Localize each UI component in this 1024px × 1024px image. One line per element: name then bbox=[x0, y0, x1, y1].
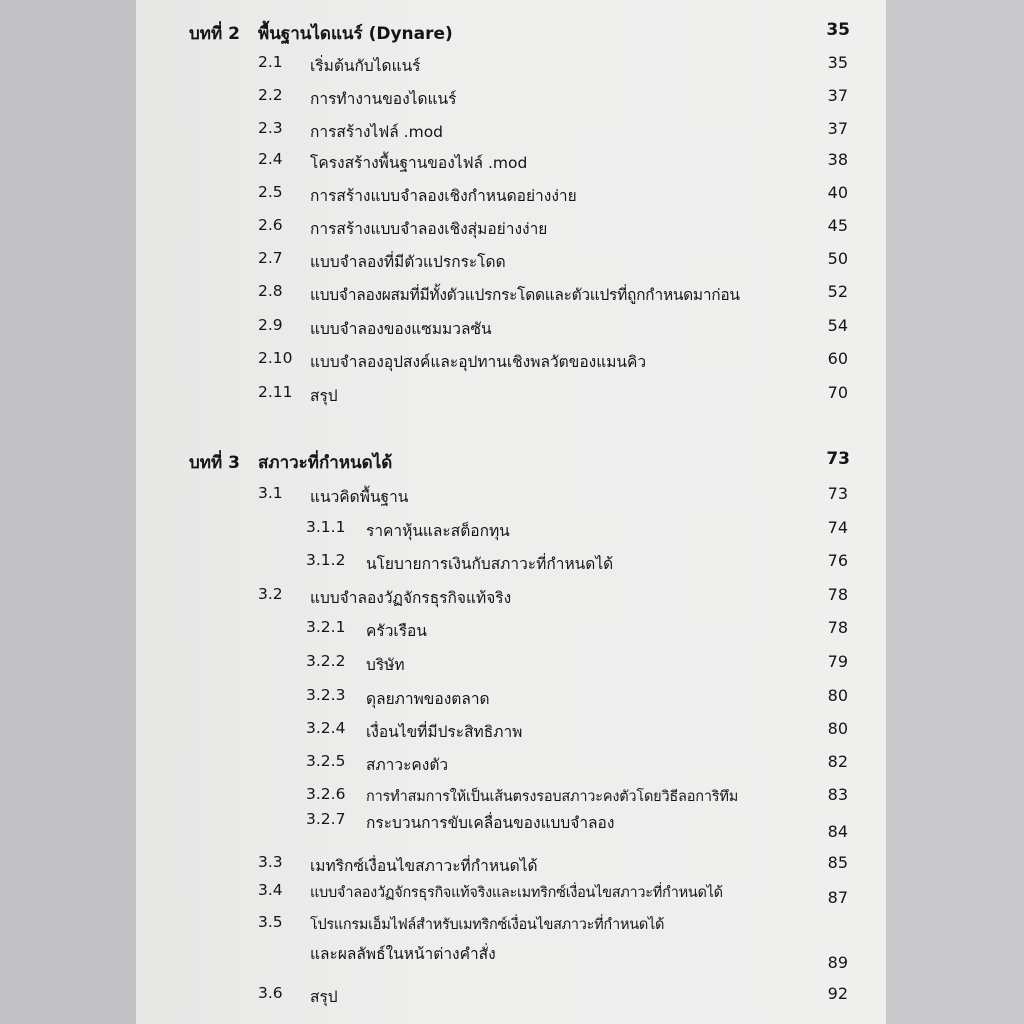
chapter-page-number: 73 bbox=[826, 449, 850, 469]
entry-title: เงื่อนไขที่มีประสิทธิภาพ bbox=[366, 723, 523, 741]
left-margin bbox=[0, 0, 136, 1024]
entry-title: สรุป bbox=[310, 988, 338, 1006]
entry-page: 89 bbox=[827, 953, 848, 972]
chapter-title: พื้นฐานไดแนร์ (Dynare) bbox=[258, 24, 453, 44]
entry-title: สภาวะคงตัว bbox=[366, 756, 449, 774]
entry-number: 3.1 bbox=[258, 484, 283, 502]
entry-number: 3.2.3 bbox=[306, 686, 346, 704]
entry-page: 38 bbox=[827, 150, 848, 169]
chapter-label: บทที่ 3 bbox=[189, 453, 240, 473]
entry-number: 3.1.2 bbox=[306, 551, 346, 569]
entry-page: 84 bbox=[827, 822, 848, 841]
chapter-heading bbox=[136, 20, 886, 46]
entry-number: 3.2.5 bbox=[306, 752, 346, 770]
entry-number: 3.2 bbox=[258, 585, 283, 603]
entry-number: 3.2.7 bbox=[306, 810, 346, 828]
entry-title-continued: และผลลัพธ์ในหน้าต่างคำสั่ง bbox=[310, 945, 496, 963]
entry-number: 2.1 bbox=[258, 53, 283, 71]
entry-page: 45 bbox=[827, 216, 848, 235]
entry-number: 2.11 bbox=[258, 383, 293, 401]
entry-title: การสร้างแบบจำลองเชิงสุ่มอย่างง่าย bbox=[310, 220, 548, 238]
entry-title: กระบวนการขับเคลื่อนของแบบจำลอง bbox=[366, 814, 615, 832]
entry-page: 85 bbox=[827, 853, 848, 872]
entry-page: 80 bbox=[827, 719, 848, 738]
entry-title: แบบจำลองวัฏจักรธุรกิจแท้จริง bbox=[310, 589, 512, 607]
entry-page: 82 bbox=[827, 752, 848, 771]
entry-number: 2.8 bbox=[258, 282, 283, 300]
entry-number: 3.5 bbox=[258, 913, 283, 931]
chapter-label: บทที่ 2 bbox=[189, 24, 240, 44]
entry-title: แบบจำลองผสมที่มีทั้งตัวแปรกระโดดและตัวแปรที่ถูกกำหนดมาก่อน bbox=[310, 286, 740, 304]
entry-title: แบบจำลองอุปสงค์และอุปทานเชิงพลวัตของแมนคิว bbox=[310, 353, 647, 371]
entry-title: สรุป bbox=[310, 387, 338, 405]
entry-title: แบบจำลองที่มีตัวแปรกระโดด bbox=[310, 253, 506, 271]
entry-number: 3.6 bbox=[258, 984, 283, 1002]
entry-title: แบบจำลองวัฏจักรธุรกิจแท้จริงและเมทริกซ์เงื่อนไขสภาวะที่กำหนดได้ bbox=[310, 885, 723, 901]
entry-title: โปรแกรมเอ็มไฟล์สำหรับเมทริกซ์เงื่อนไขสภาวะที่กำหนดได้ bbox=[310, 917, 665, 933]
right-margin bbox=[886, 0, 1024, 1024]
chapter-page-number: 35 bbox=[826, 20, 850, 40]
entry-number: 2.2 bbox=[258, 86, 283, 104]
entry-page: 35 bbox=[827, 53, 848, 72]
entry-title: แบบจำลองของแซมมวลซัน bbox=[310, 320, 492, 338]
entry-title: ดุลยภาพของตลาด bbox=[366, 690, 490, 708]
entry-number: 3.2.6 bbox=[306, 785, 346, 803]
entry-page: 92 bbox=[827, 984, 848, 1003]
entry-number: 3.4 bbox=[258, 881, 283, 899]
entry-title: การทำงานของไดแนร์ bbox=[310, 90, 457, 108]
entry-page: 70 bbox=[827, 383, 848, 402]
toc-entry bbox=[136, 913, 886, 972]
entry-title: บริษัท bbox=[366, 656, 405, 674]
entry-title: ครัวเรือน bbox=[366, 622, 427, 640]
entry-page: 60 bbox=[827, 349, 848, 368]
entry-page: 73 bbox=[827, 484, 848, 503]
entry-page: 76 bbox=[827, 551, 848, 570]
entry-page: 37 bbox=[827, 119, 848, 138]
entry-title: การสร้างไฟล์ .mod bbox=[310, 123, 444, 141]
entry-title: เริ่มต้นกับไดแนร์ bbox=[310, 57, 421, 75]
toc-page bbox=[136, 0, 886, 1024]
chapter-heading bbox=[136, 449, 886, 475]
entry-number: 3.2.4 bbox=[306, 719, 346, 737]
entry-number: 2.9 bbox=[258, 316, 283, 334]
entry-title: แนวคิดพื้นฐาน bbox=[310, 488, 409, 506]
entry-page: 37 bbox=[827, 86, 848, 105]
chapter-title: สภาวะที่กำหนดได้ bbox=[258, 453, 393, 473]
entry-page: 79 bbox=[827, 652, 848, 671]
entry-title: การทำสมการให้เป็นเส้นตรงรอบสภาวะคงตัวโดยวิธีลอการิทึม bbox=[366, 789, 739, 805]
entry-title: ราคาหุ้นและสต็อกทุน bbox=[366, 522, 510, 540]
entry-page: 54 bbox=[827, 316, 848, 335]
entry-page: 83 bbox=[827, 785, 848, 804]
entry-number: 3.2.2 bbox=[306, 652, 346, 670]
entry-page: 78 bbox=[827, 618, 848, 637]
entry-number: 2.10 bbox=[258, 349, 293, 367]
entry-number: 3.1.1 bbox=[306, 518, 346, 536]
entry-title: การสร้างแบบจำลองเชิงกำหนดอย่างง่าย bbox=[310, 187, 577, 205]
entry-title: นโยบายการเงินกับสภาวะที่กำหนดได้ bbox=[366, 555, 614, 573]
entry-number: 2.6 bbox=[258, 216, 283, 234]
entry-page: 74 bbox=[827, 518, 848, 537]
entry-page: 87 bbox=[827, 888, 848, 907]
entry-number: 2.7 bbox=[258, 249, 283, 267]
entry-number: 2.4 bbox=[258, 150, 283, 168]
entry-page: 80 bbox=[827, 686, 848, 705]
entry-page: 50 bbox=[827, 249, 848, 268]
entry-page: 78 bbox=[827, 585, 848, 604]
entry-number: 3.2.1 bbox=[306, 618, 346, 636]
entry-page: 52 bbox=[827, 282, 848, 301]
entry-number: 3.3 bbox=[258, 853, 283, 871]
entry-title: โครงสร้างพื้นฐานของไฟล์ .mod bbox=[310, 154, 528, 172]
entry-page: 40 bbox=[827, 183, 848, 202]
entry-number: 2.5 bbox=[258, 183, 283, 201]
entry-title: เมทริกซ์เงื่อนไขสภาวะที่กำหนดได้ bbox=[310, 857, 538, 875]
entry-number: 2.3 bbox=[258, 119, 283, 137]
